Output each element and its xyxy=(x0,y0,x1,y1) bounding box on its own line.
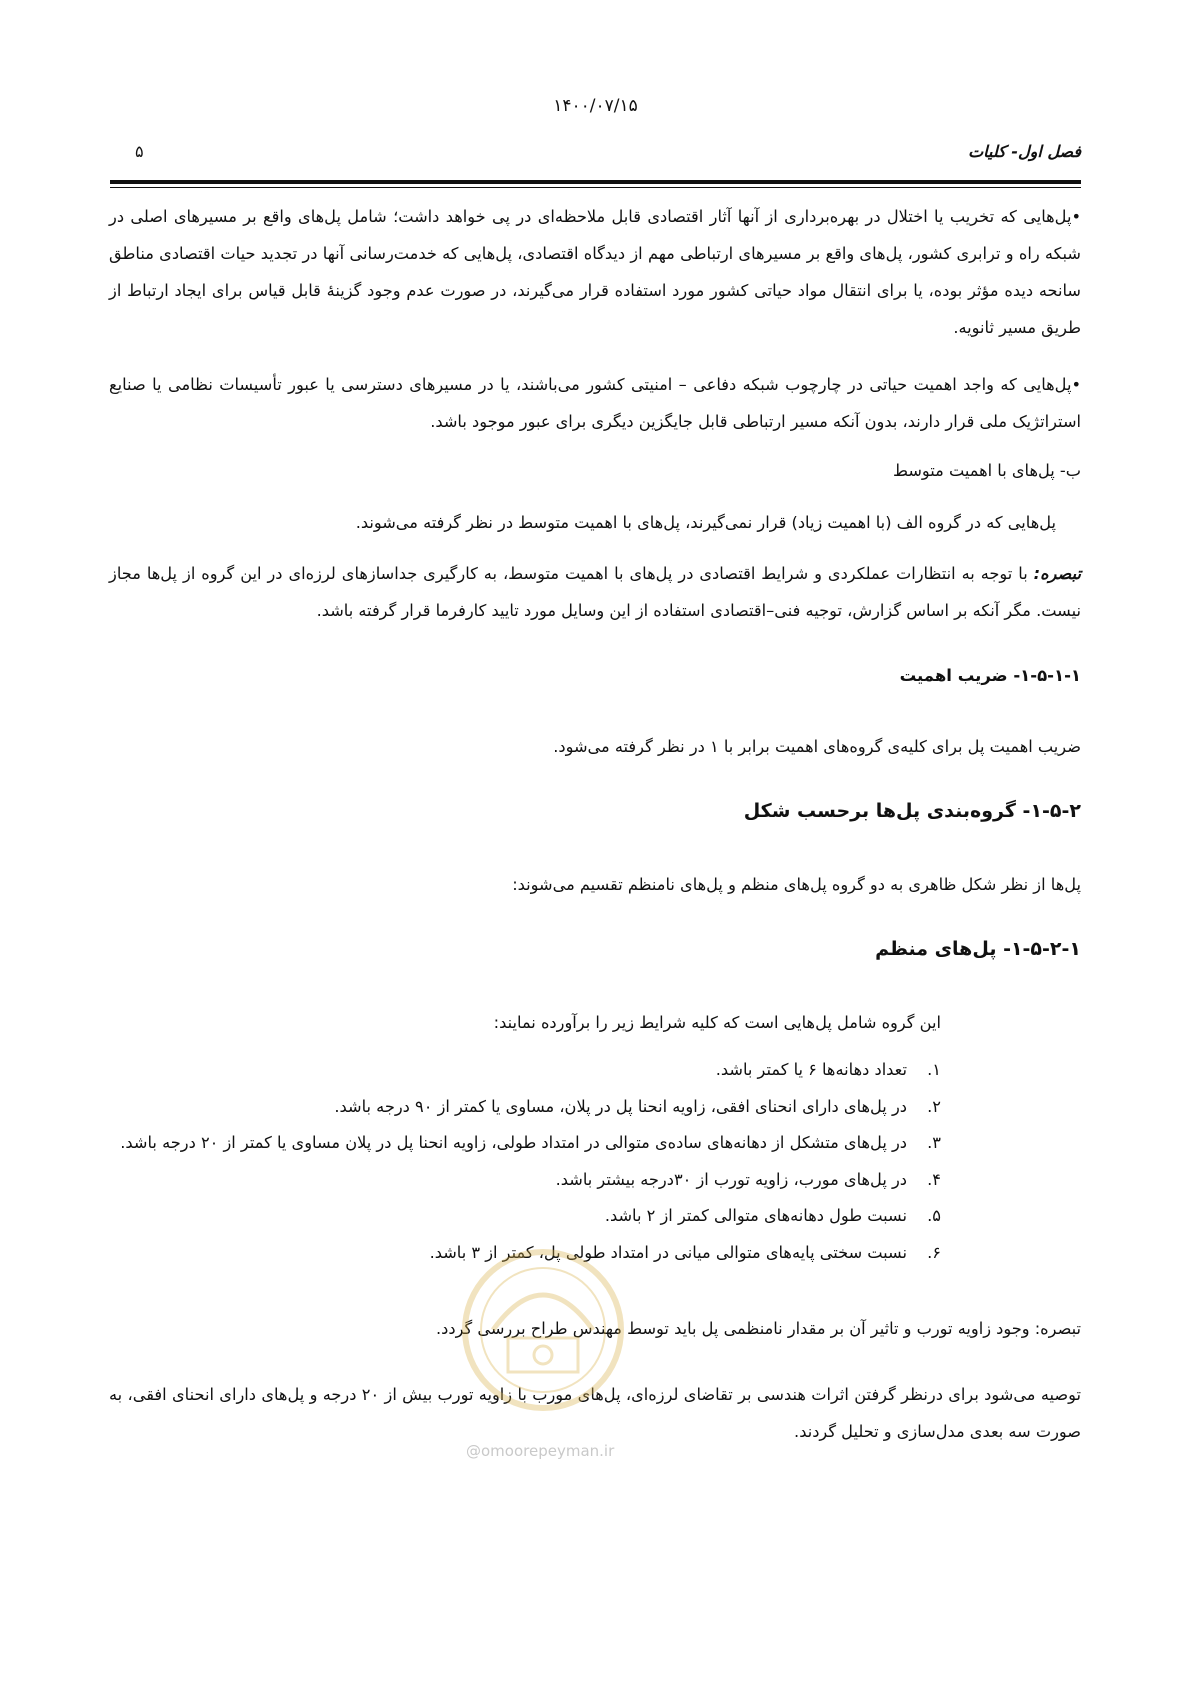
group-b-title: ب- پل‌های با اهمیت متوسط xyxy=(892,461,1081,480)
list-text: در پل‌های متشکل از دهانه‌های ساده‌ی متوالی در امتداد طولی، زاویه انحنا پل در پلان مساوی یا کمتر از ۲۰ درجه باشد. xyxy=(120,1133,907,1152)
bullet-economic-bridges: •پل‌هایی که تخریب یا اختلال در بهره‌برداری از آنها آثار اقتصادی قابل ملاحظه‌ای در پی خواهد داشت؛ شامل پل‌های واقع بر مسیرهای اصلی در شبکه راه و ترابری کشور، پل‌های واقع بر مسیرهای ارتباطی مهم از دیدگاه اقتصادی، پل‌هایی که خدمت‌رسانی آنها در تجدید حیات اقتصادی مناطق سانحه دیده مؤثر بوده، یا برای انتقال مواد حیاتی کشور مورد استفاده قرار می‌گیرند، در صورت عدم وجود گزینۀ قابل قیاس برای ایجاد ارتباط از طریق مسیر ثانویه. xyxy=(109,207,1081,337)
list-text: در پل‌های دارای انحنای افقی، زاویه انحنا پل در پلان، مساوی یا کمتر از ۹۰ درجه باشد. xyxy=(334,1096,907,1116)
regular-bridges-intro: این گروه شامل پل‌هایی است که کلیه شرایط زیر را برآورده نمایند: xyxy=(493,1013,941,1032)
watermark-logo xyxy=(453,1220,633,1450)
group-b-text: پل‌هایی که در گروه الف (با اهمیت زیاد) قرار نمی‌گیرند، پل‌های با اهمیت متوسط در نظر گرفته می‌شوند. xyxy=(355,513,1056,532)
document-date: ۱۴۰۰/۰۷/۱۵ xyxy=(553,96,638,116)
header-rule-thin xyxy=(110,187,1081,188)
list-number: ۳. xyxy=(927,1133,941,1152)
note-isolators xyxy=(109,555,1081,629)
list-item xyxy=(120,1125,941,1162)
list-text: نسبت طول دهانه‌های متوالی کمتر از ۲ باشد. xyxy=(604,1206,907,1225)
list-text: تعداد دهانه‌ها ۶ یا کمتر باشد. xyxy=(715,1060,907,1079)
list-item xyxy=(120,1052,941,1089)
note-skew-angle: تبصره: وجود زاویه تورب و تاثیر آن بر مقدار نامنظمی پل باید توسط مهندس طراح بررسی گردد. xyxy=(436,1319,1081,1338)
chapter-title: فصل اول- کلیات xyxy=(968,142,1081,161)
list-number: ۲. xyxy=(927,1096,941,1116)
list-number: ۶. xyxy=(927,1242,941,1262)
note-text: با توجه به انتظارات عملکردی و شرایط اقتصادی در پل‌های با اهمیت متوسط، به کارگیری جداسازهای لرزه‌ای در این گروه از پل‌ها مجاز نیست. مگر آنکه بر اساس گزارش، توجیه فنی–اقتصادی استفاده از این وسایل مورد تایید کارفرما قرار گرفته باشد. xyxy=(109,564,1081,620)
section-regular-bridges: ۱-۵-۲-۱- پل‌های منظم xyxy=(875,938,1081,960)
list-text: در پل‌های مورب، زاویه تورب از ۳۰درجه بیشتر باشد. xyxy=(555,1169,907,1189)
list-number: ۴. xyxy=(927,1169,941,1189)
list-item xyxy=(120,1089,941,1126)
note-label: تبصره: xyxy=(1033,564,1081,583)
bullet-defense-bridges: •پل‌هایی که واجد اهمیت حیاتی در چارچوب شبکه دفاعی – امنیتی کشور می‌باشند، یا در مسیرهای دسترسی یا عبور تأسیسات نظامی یا صنایع استراتژیک ملی قرار دارند، بدون آنکه مسیر ارتباطی قابل جایگزین دیگری برای عبور موجود باشد. xyxy=(109,375,1081,431)
importance-factor-text: ضریب اهمیت پل برای کلیه‌ی گروه‌های اهمیت برابر با ۱ در نظر گرفته می‌شود. xyxy=(553,737,1081,756)
section-shape-grouping: ۱-۵-۲- گروه‌بندی پل‌ها برحسب شکل xyxy=(743,800,1081,822)
list-text: نسبت سختی پایه‌های متوالی میانی در امتداد طولی پل، کمتر از ۳ باشد. xyxy=(429,1242,907,1262)
page-number: ۵ xyxy=(135,142,144,161)
list-number: ۵. xyxy=(927,1206,941,1225)
header-rule-thick xyxy=(110,180,1081,184)
shape-grouping-text: پل‌ها از نظر شکل ظاهری به دو گروه پل‌های منظم و پل‌های نامنظم تقسیم می‌شوند: xyxy=(512,875,1081,894)
list-number: ۱. xyxy=(927,1060,941,1079)
recommendation-text: توصیه می‌شود برای درنظر گرفتن اثرات هندسی بر تقاضای لرزه‌ای، پل‌های مورب با زاویه تورب بیش از ۲۰ درجه و پل‌های دارای انحنای افقی، به صورت سه بعدی مدل‌سازی و تحلیل گردند. xyxy=(109,1385,1081,1441)
watermark-url: @omoorepeyman.ir xyxy=(466,1442,615,1460)
list-item xyxy=(120,1162,941,1199)
section-importance-factor: ۱-۵-۱-۱- ضریب اهمیت xyxy=(899,666,1081,685)
